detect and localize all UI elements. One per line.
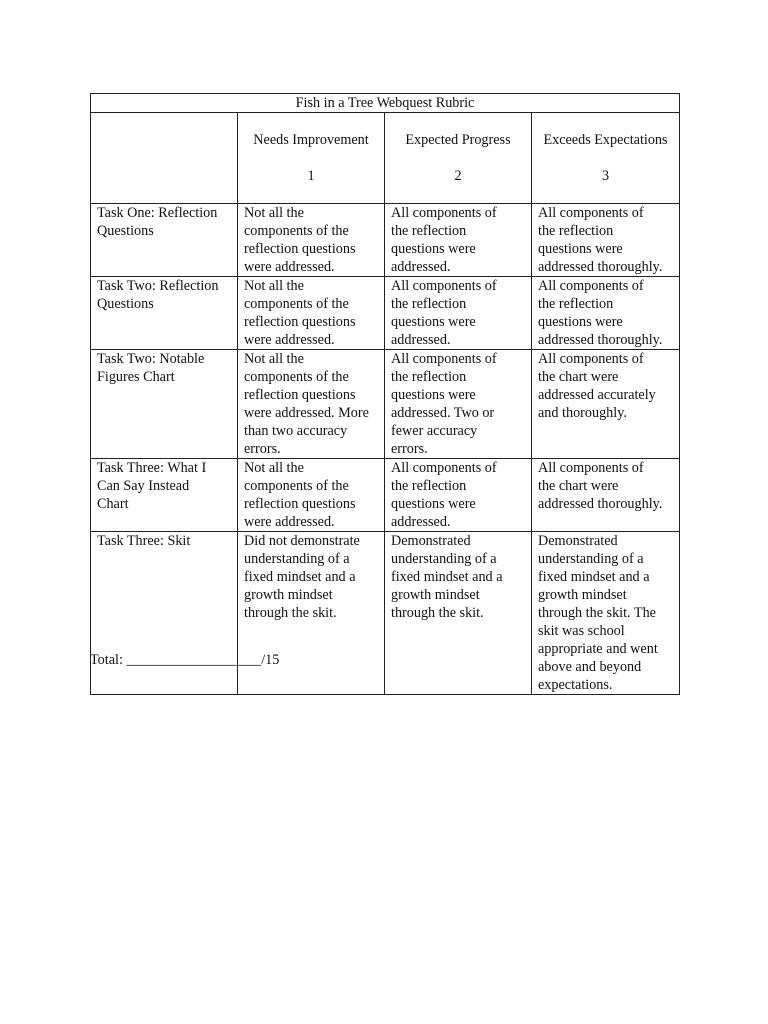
exceeds-expectations-cell: All components of the chart were addressed accurately and thoroughly. <box>532 350 680 459</box>
needs-improvement-cell: Not all the components of the reflection questions were addressed. <box>238 277 385 350</box>
task-cell: Task One: Reflection Questions <box>91 204 238 277</box>
header-label: Expected Progress <box>405 132 511 148</box>
header-score: 2 <box>454 168 462 184</box>
header-cell-needs-improvement <box>238 113 385 204</box>
header-score: 1 <box>307 168 315 184</box>
exceeds-expectations-cell: Demonstrated understanding of a fixed mindset and a growth mindset through the skit. The skit was school appropriate and went above and beyond expectations. <box>532 532 680 695</box>
header-cell-task <box>91 113 238 204</box>
rubric-table <box>90 93 680 695</box>
header-label: Needs Improvement <box>253 132 369 148</box>
exceeds-expectations-cell: All components of the reflection questions were addressed thoroughly. <box>532 277 680 350</box>
rubric-row <box>91 459 680 532</box>
rubric-row <box>91 532 680 695</box>
total-score-line: Total: ___________________/15 <box>90 652 280 668</box>
expected-progress-cell: All components of the reflection questions were addressed. <box>385 204 532 277</box>
task-cell: Task Two: Notable Figures Chart <box>91 350 238 459</box>
task-cell: Task Two: Reflection Questions <box>91 277 238 350</box>
rubric-header-row <box>91 113 680 204</box>
expected-progress-cell: All components of the reflection questions were addressed. <box>385 277 532 350</box>
header-label: Exceeds Expectations <box>543 132 668 148</box>
rubric-row <box>91 277 680 350</box>
expected-progress-cell: Demonstrated understanding of a fixed mindset and a growth mindset through the skit. <box>385 532 532 695</box>
needs-improvement-cell: Did not demonstrate understanding of a fixed mindset and a growth mindset through the skit. <box>238 532 385 695</box>
needs-improvement-cell: Not all the components of the reflection questions were addressed. <box>238 459 385 532</box>
header-score: 3 <box>601 168 610 184</box>
rubric-row <box>91 204 680 277</box>
rubric-title-row <box>91 94 680 113</box>
needs-improvement-cell: Not all the components of the reflection questions were addressed. More than two accuracy errors. <box>238 350 385 459</box>
rubric-title: Fish in a Tree Webquest Rubric <box>91 94 680 113</box>
header-cell-exceeds-expectations <box>532 113 680 204</box>
task-cell: Task Three: Skit <box>91 532 238 695</box>
exceeds-expectations-cell: All components of the reflection questions were addressed thoroughly. <box>532 204 680 277</box>
rubric-row <box>91 350 680 459</box>
header-cell-expected-progress <box>385 113 532 204</box>
expected-progress-cell: All components of the reflection questions were addressed. <box>385 459 532 532</box>
needs-improvement-cell: Not all the components of the reflection questions were addressed. <box>238 204 385 277</box>
expected-progress-cell: All components of the reflection questions were addressed. Two or fewer accuracy errors. <box>385 350 532 459</box>
exceeds-expectations-cell: All components of the chart were addressed thoroughly. <box>532 459 680 532</box>
task-cell: Task Three: What I Can Say Instead Chart <box>91 459 238 532</box>
